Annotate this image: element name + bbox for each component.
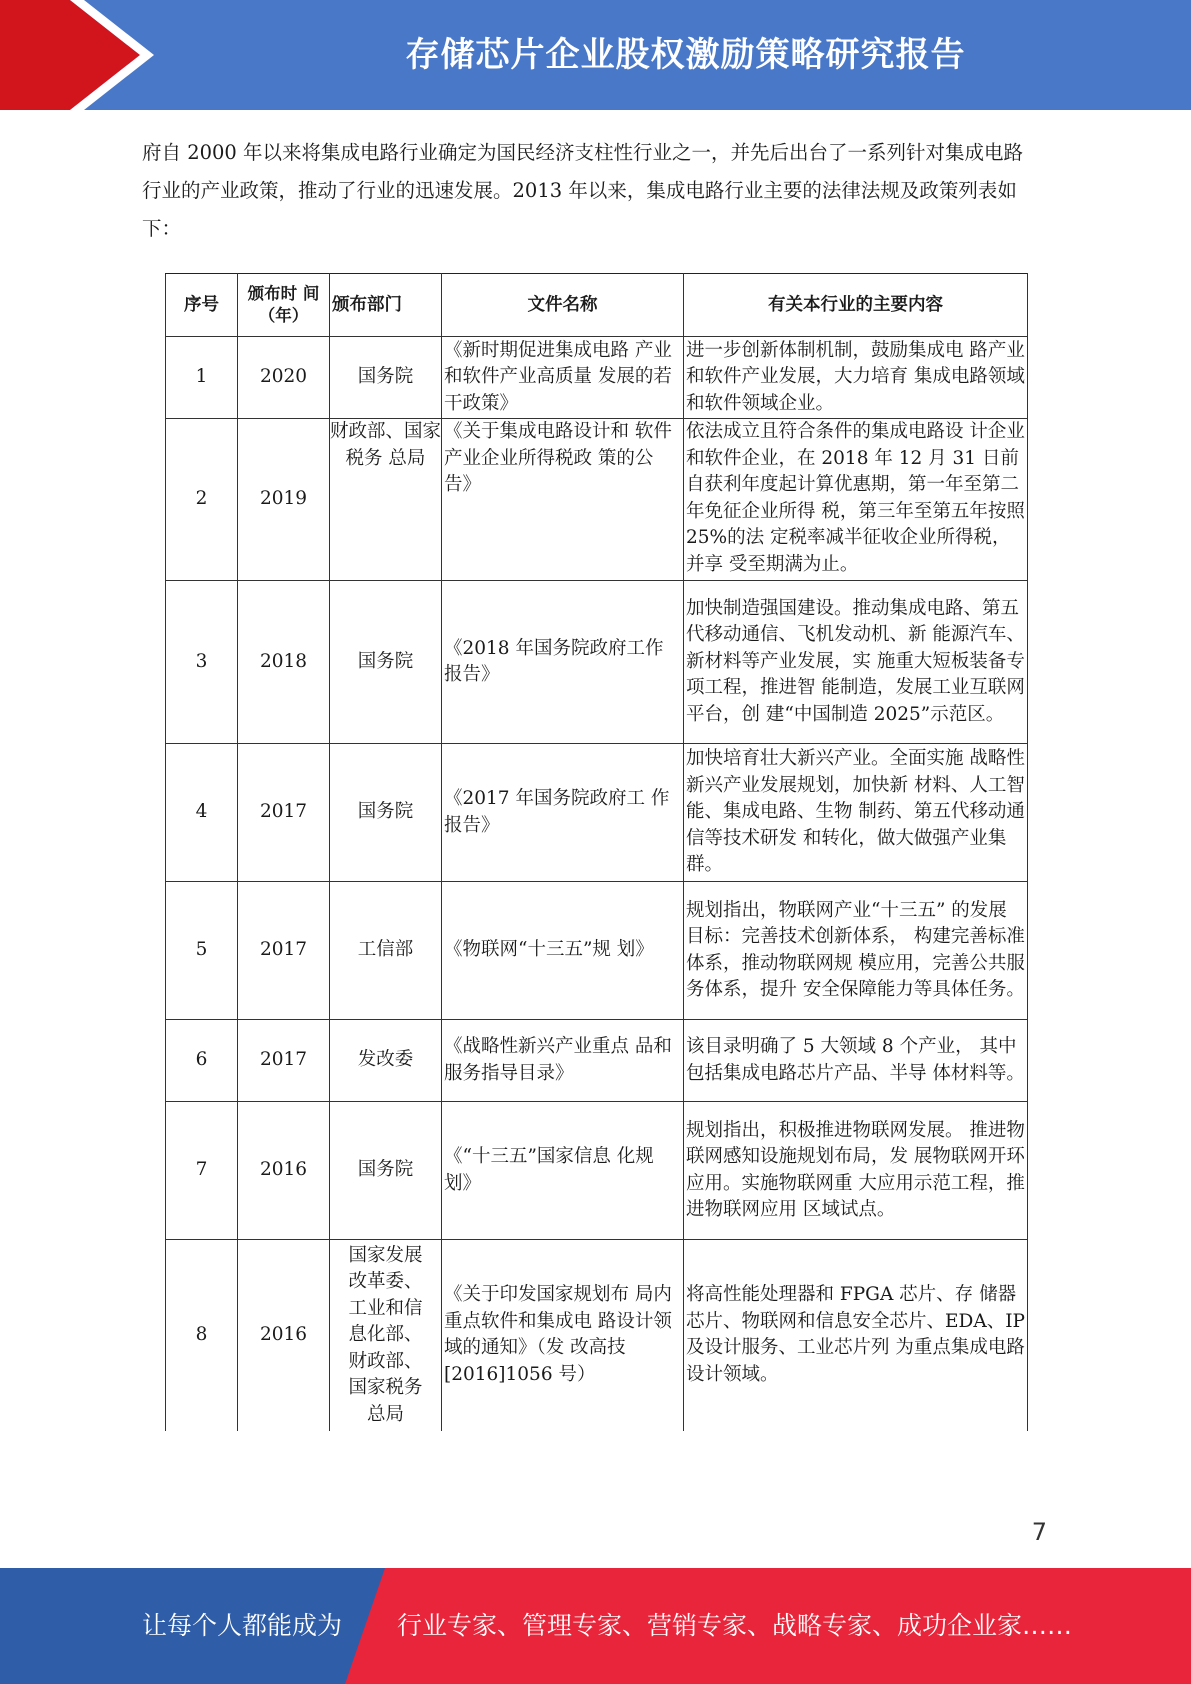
cell-dept: 国务院 — [330, 744, 442, 882]
table-row — [166, 419, 1028, 581]
cell-content: 依法成立且符合条件的集成电路设 计企业和软件企业，在 2018 年 12 月 31 日前自获利年度起计算优惠期，第一年至第二年免征企业所得 税，第三年至第五年按照 25%的法 定税率减半征收企业所得税，并享 受至期满为止。 — [684, 419, 1028, 581]
cell-no: 1 — [166, 337, 238, 419]
cell-content: 加快培育壮大新兴产业。全面实施 战略性新兴产业发展规划，加快新 材料、人工智能、集成电路、生物 制药、第五代移动通信等技术研发 和转化，做大做强产业集群。 — [684, 744, 1028, 882]
cell-year: 2016 — [238, 1240, 330, 1431]
cell-no: 7 — [166, 1102, 238, 1240]
cell-no: 5 — [166, 882, 238, 1020]
cell-content: 规划指出，积极推进物联网发展。 推进物联网感知设施规划布局，发 展物联网开环应用。实施物联网重 大应用示范工程，推进物联网应用 区域试点。 — [684, 1102, 1028, 1240]
cell-doc: 《关于印发国家规划布 局内重点软件和集成电 路设计领域的通知》（发 改高技[2016]1056 号） — [442, 1240, 684, 1431]
cell-content: 进一步创新体制机制，鼓励集成电 路产业和软件产业发展，大力培育 集成电路领域和软件领域企业。 — [684, 337, 1028, 419]
table-row — [166, 1102, 1028, 1240]
table-row — [166, 1020, 1028, 1102]
col-header-dept: 颁布部门 — [330, 274, 442, 337]
page-footer — [0, 1568, 1191, 1684]
cell-no: 6 — [166, 1020, 238, 1102]
cell-year: 2017 — [238, 744, 330, 882]
footer-slogan-right: 行业专家、管理专家、营销专家、战略专家、成功企业家…… — [397, 1611, 1073, 1640]
cell-doc: 《2018 年国务院政府工作报告》 — [442, 581, 684, 744]
cell-doc: 《“十三五”国家信息 化规划》 — [442, 1102, 684, 1240]
cell-no: 2 — [166, 419, 238, 581]
cell-no: 4 — [166, 744, 238, 882]
cell-doc: 《新时期促进集成电路 产业和软件产业高质量 发展的若干政策》 — [442, 337, 684, 419]
cell-dept: 国务院 — [330, 581, 442, 744]
cell-year: 2017 — [238, 882, 330, 1020]
page-number: 7 — [1031, 1518, 1047, 1546]
cell-content: 将高性能处理器和 FPGA 芯片、存 储器芯片、物联网和信息安全芯片、EDA、IP 及设计服务、工业芯片列 为重点集成电路设计领域。 — [684, 1240, 1028, 1431]
report-title: 存储芯片企业股权激励策略研究报告 — [405, 35, 966, 75]
cell-dept: 国务院 — [330, 1102, 442, 1240]
intro-paragraph: 府自 2000 年以来将集成电路行业确定为国民经济支柱性行业之一，并先后出台了一系列针对集成电路行业的产业政策，推动了行业的迅速发展。2013 年以来，集成电路行业主要的法律法规及政策列表如下： — [142, 141, 1024, 240]
header-arrow-decoration — [0, 0, 200, 110]
footer-slogan-left: 让每个人都能成为 — [142, 1611, 343, 1640]
policy-table — [165, 273, 1028, 1431]
table-row — [166, 337, 1028, 419]
cell-doc: 《物联网“十三五”规 划》 — [442, 882, 684, 1020]
table-row — [166, 882, 1028, 1020]
cell-dept: 发改委 — [330, 1020, 442, 1102]
col-header-content: 有关本行业的主要内容 — [684, 274, 1028, 337]
cell-doc: 《2017 年国务院政府工 作报告》 — [442, 744, 684, 882]
cell-year: 2016 — [238, 1102, 330, 1240]
cell-dept: 国家发展改革委、工业和信息化部、财政部、国家税务 总局 — [330, 1240, 442, 1431]
cell-content: 该目录明确了 5 大领域 8 个产业， 其中包括集成电路芯片产品、半导 体材料等。 — [684, 1020, 1028, 1102]
col-header-no: 序号 — [166, 274, 238, 337]
cell-no: 3 — [166, 581, 238, 744]
table-row — [166, 1240, 1028, 1431]
cell-content: 规划指出，物联网产业“十三五” 的发展目标：完善技术创新体系， 构建完善标准体系，推动物联网规 模应用，完善公共服务体系，提升 安全保障能力等具体任务。 — [684, 882, 1028, 1020]
cell-dept: 财政部、国家税务 总局 — [330, 419, 442, 581]
cell-year: 2017 — [238, 1020, 330, 1102]
policy-table-container — [165, 273, 1027, 1431]
cell-doc: 《战略性新兴产业重点 品和服务指导目录》 — [442, 1020, 684, 1102]
cell-year: 2019 — [238, 419, 330, 581]
table-row — [166, 744, 1028, 882]
cell-doc: 《关于集成电路设计和 软件产业企业所得税政 策的公告》 — [442, 419, 684, 581]
cell-dept: 工信部 — [330, 882, 442, 1020]
table-header-row — [166, 274, 1028, 337]
table-row — [166, 581, 1028, 744]
cell-year: 2020 — [238, 337, 330, 419]
cell-year: 2018 — [238, 581, 330, 744]
cell-no: 8 — [166, 1240, 238, 1431]
cell-content: 加快制造强国建设。推动集成电路、第五代移动通信、飞机发动机、新 能源汽车、新材料等产业发展，实 施重大短板装备专项工程，推进智 能制造，发展工业互联网平台，创 建“中国制造 2025”示范区。 — [684, 581, 1028, 744]
cell-dept: 国务院 — [330, 337, 442, 419]
col-header-year: 颁布时 间（年） — [238, 274, 330, 337]
col-header-doc: 文件名称 — [442, 274, 684, 337]
page-header — [0, 0, 1191, 110]
